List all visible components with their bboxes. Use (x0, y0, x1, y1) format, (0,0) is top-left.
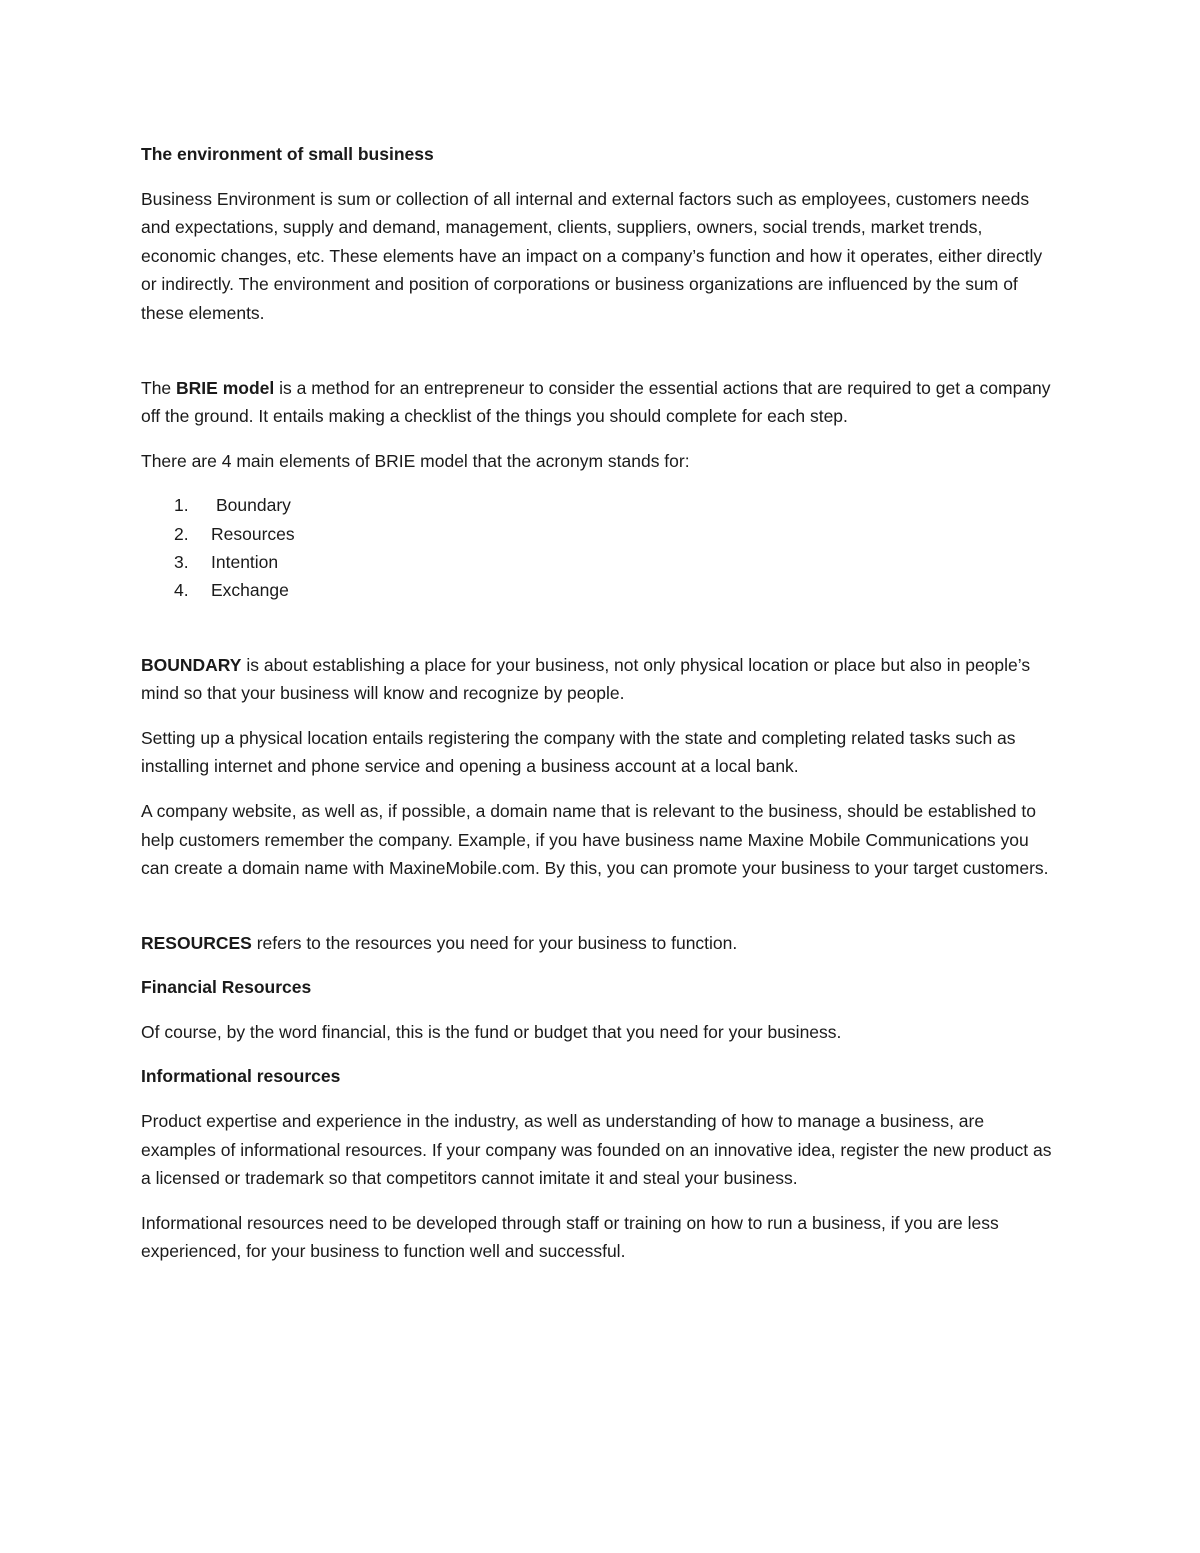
intro-paragraph: Business Environment is sum or collection of all internal and external factors such as employees, customers needs and expectations, supply and demand, management, clients, suppliers, owners, social trends, market trends, economic changes, etc. These elements have an impact on a company’s function and how it operates, either directly or indirectly. The environment and position of corporations or business organizations are influenced by the sum of these elements. (141, 188, 1043, 323)
boundary-rest: is about establishing a place for your business, not only physical location or place but also in people’s mind so that your business will know and recognize by people. (141, 654, 1031, 704)
list-item (141, 576, 1061, 604)
boundary-paragraph (141, 651, 1061, 708)
elements-list (141, 491, 1061, 604)
brie-term: BRIE model (176, 377, 275, 398)
list-item-label: Resources (211, 523, 295, 544)
boundary-term: BOUNDARY (141, 654, 242, 675)
boundary-paragraph-2: Setting up a physical location entails registering the company with the state and completing related tasks such as installing internet and phone service and opening a business account at a local bank. (141, 727, 1016, 777)
brie-rest: is a method for an entrepreneur to consider the essential actions that are required to get a company off the ground. It entails making a checklist of the things you should complete for each step. (141, 377, 1051, 427)
document-title: The environment of small business (141, 144, 434, 164)
resources-paragraph (141, 929, 1061, 958)
list-item-label: Intention (211, 551, 279, 572)
resources-rest: refers to the resources you need for your business to function. (251, 932, 738, 953)
list-item-label: Boundary (216, 495, 291, 516)
informational-resources-text-2: Informational resources need to be developed through staff or training on how to run a business, if you are less experienced, for your business to function well and successful. (141, 1212, 999, 1262)
list-item-number: 3. (174, 551, 189, 572)
resources-term: RESOURCES (141, 932, 252, 953)
list-item (141, 491, 1061, 519)
brie-paragraph (141, 374, 1061, 431)
brie-lead: The (141, 377, 177, 398)
boundary-paragraph-3: A company website, as well as, if possible, a domain name that is relevant to the business, should be established to help customers remember the company. Example, if you have business name Maxine Mobile Communications you can create a domain name with MaxineMobile.com. By this, you can promote your business to your target customers. (141, 800, 1049, 879)
informational-resources-heading: Informational resources (141, 1066, 341, 1087)
informational-resources-text-1: Product expertise and experience in the industry, as well as understanding of how to manage a business, are examples of informational resources. If your company was founded on an innovative idea, register the new product as a licensed or trademark so that competitors cannot imitate it and steal your business. (141, 1111, 1052, 1189)
elements-intro: There are 4 main elements of BRIE model that the acronym stands for: (141, 450, 690, 471)
list-item-number: 1. (174, 495, 189, 516)
financial-resources-text: Of course, by the word financial, this is the fund or budget that you need for your business. (141, 1021, 842, 1042)
document-page (141, 140, 1061, 1282)
financial-resources-heading: Financial Resources (141, 977, 312, 998)
list-item (141, 520, 1061, 548)
list-item (141, 548, 1061, 576)
list-item-number: 4. (174, 580, 189, 601)
list-item-number: 2. (174, 523, 189, 544)
list-item-label: Exchange (211, 580, 289, 601)
